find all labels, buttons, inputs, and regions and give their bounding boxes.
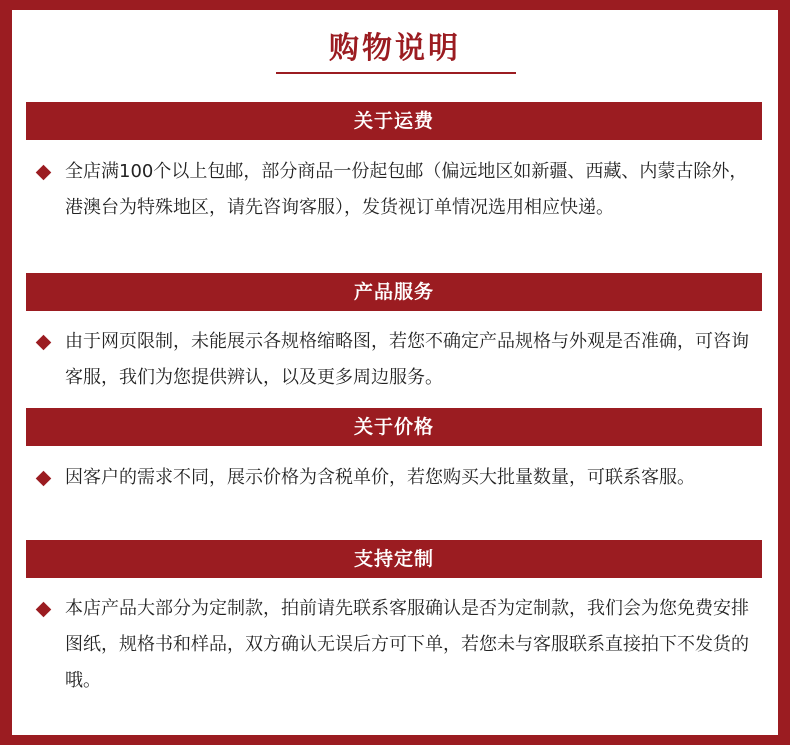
section-text-shipping: 全店满100个以上包邮，部分商品一份起包邮（偏远地区如新疆、西藏、内蒙古除外，港澳台为特殊地区，请先咨询客服），发货视订单情况选用相应快递。 [65,161,748,218]
title-underline [276,72,516,74]
section-text-service: 由于网页限制，未能展示各规格缩略图，若您不确定产品规格与外观是否准确，可咨询客服，我们为您提供辨认，以及更多周边服务。 [65,331,749,388]
page-title: 购物说明 [329,31,461,66]
diamond-bullet-icon [36,602,52,618]
section-text-price: 因客户的需求不同，展示价格为含税单价，若您购买大批量数量，可联系客服。 [65,467,695,488]
section-header-shipping: 关于运费 [26,102,762,140]
content-panel [12,10,778,735]
diamond-bullet-icon [36,335,52,351]
diamond-bullet-icon [36,471,52,487]
section-header-service: 产品服务 [26,273,762,311]
diamond-bullet-icon [36,165,52,181]
section-text-custom: 本店产品大部分为定制款，拍前请先联系客服确认是否为定制款，我们会为您免费安排图纸，规格书和样品，双方确认无误后方可下单，若您未与客服联系直接拍下不发货的哦。 [65,598,749,691]
section-header-price: 关于价格 [26,408,762,446]
section-header-custom: 支持定制 [26,540,762,578]
